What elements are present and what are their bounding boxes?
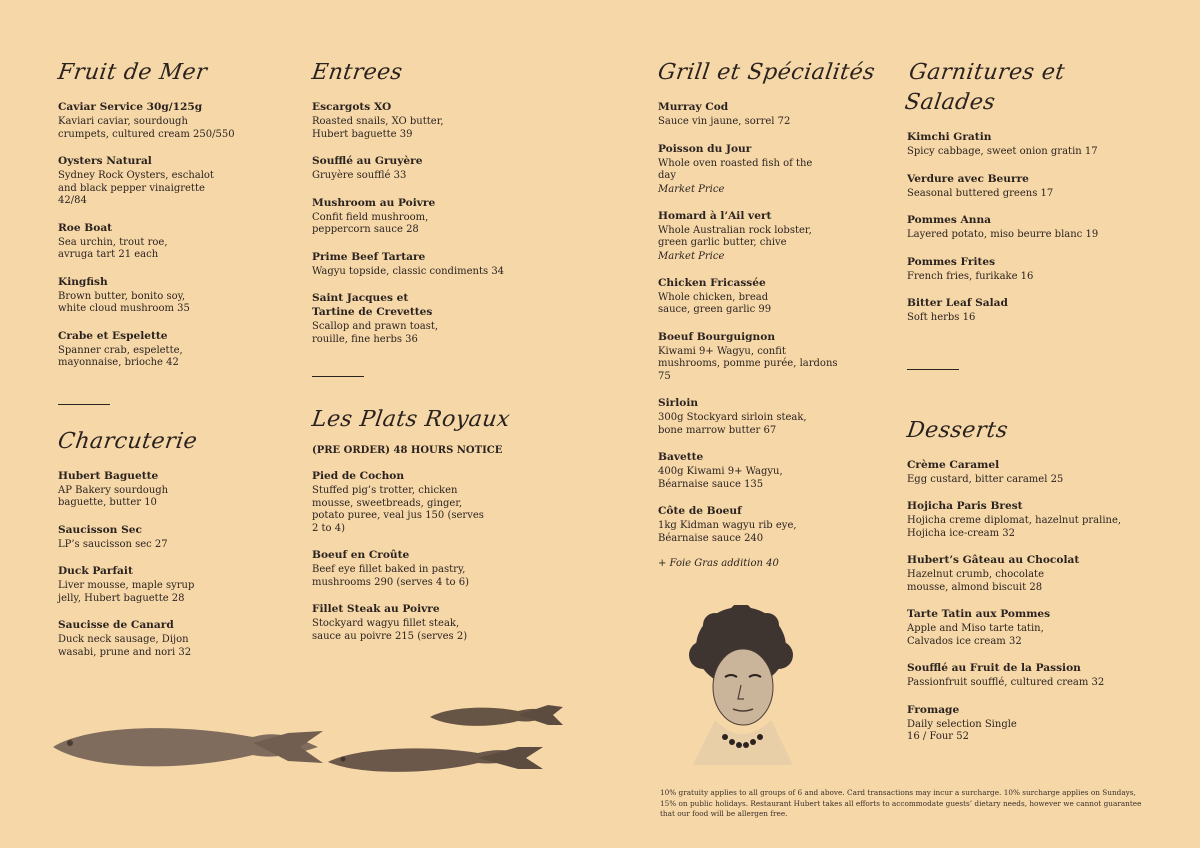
column-1 bbox=[58, 58, 298, 672]
item-name: Sirloin bbox=[658, 397, 699, 409]
menu-item bbox=[907, 661, 1147, 690]
item-desc: AP Bakery sourdough baguette, butter 10 bbox=[58, 484, 169, 508]
menu-item bbox=[312, 196, 552, 237]
item-name: Tarte Tatin aux Pommes bbox=[907, 608, 1051, 620]
item-desc: 400g Kiwami 9+ Wagyu, Béarnaise sauce 135 bbox=[658, 466, 783, 490]
menu-item bbox=[658, 504, 898, 545]
footer-terms: 10% gratuity applies to all groups of 6 and above. Card transactions may incur a surcharge. 10% surcharge applies on Sundays, 15% on public holidays. Restaurant Hubert takes all efforts to accommodate guests’ dietary needs, however we cannot guarantee that our food will be allergen free. bbox=[660, 788, 1142, 818]
menu-item bbox=[312, 469, 552, 535]
menu-item bbox=[658, 100, 898, 129]
item-desc: Sauce vin jaune, sorrel 72 bbox=[658, 116, 791, 127]
menu-item bbox=[58, 329, 298, 370]
plats-royaux-list bbox=[312, 469, 552, 643]
menu-item bbox=[907, 499, 1147, 540]
item-desc: Hazelnut crumb, chocolate mousse, almond biscuit 28 bbox=[907, 569, 1044, 593]
item-desc: Apple and Miso tarte tatin, Calvados ice cream 32 bbox=[907, 623, 1044, 647]
menu-item bbox=[312, 100, 552, 141]
item-name: Oysters Natural bbox=[58, 155, 152, 167]
item-name: Kimchi Gratin bbox=[907, 131, 992, 143]
charcuterie-list bbox=[58, 469, 298, 660]
item-name: Fromage bbox=[907, 703, 960, 716]
fish-illustration-3 bbox=[430, 705, 563, 726]
divider bbox=[58, 404, 110, 405]
divider bbox=[907, 369, 959, 370]
section-heading-plats-royaux: Les Plats Royaux bbox=[310, 407, 512, 432]
sardine-illustrations bbox=[48, 695, 568, 795]
column-4 bbox=[903, 58, 1147, 757]
item-desc: Sea urchin, trout roe, avruga tart 21 each bbox=[58, 236, 168, 260]
item-name: Roe Boat bbox=[58, 221, 113, 234]
item-name: Boeuf en Croûte bbox=[312, 549, 410, 561]
menu-item bbox=[658, 142, 898, 196]
item-desc: Whole oven roasted fish of the day bbox=[658, 157, 813, 181]
foie-gras-addon: + Foie Gras addition 40 bbox=[658, 558, 779, 569]
menu-item bbox=[658, 450, 898, 491]
item-desc: Whole Australian rock lobster, green garlic butter, chive bbox=[658, 224, 812, 248]
section-heading-charcuterie: Charcuterie bbox=[56, 428, 199, 454]
item-name: Côte de Boeuf bbox=[658, 505, 742, 517]
section-heading-desserts: Desserts bbox=[905, 417, 1010, 443]
item-name: Verdure avec Beurre bbox=[907, 172, 1029, 185]
item-name: Crabe et Espelette bbox=[58, 329, 168, 342]
item-desc: Spicy cabbage, sweet onion gratin 17 bbox=[907, 146, 1098, 157]
item-name: Saint Jacques et Tartine de Crevettes bbox=[312, 292, 433, 318]
section-heading-fruit-de-mer: Fruit de Mer bbox=[56, 60, 209, 85]
item-desc: Seasonal buttered greens 17 bbox=[907, 187, 1054, 199]
desserts-list bbox=[907, 458, 1147, 744]
item-name: Soufflé au Fruit de la Passion bbox=[907, 662, 1081, 674]
menu-item bbox=[907, 607, 1147, 648]
fish-illustration-2 bbox=[328, 747, 543, 772]
item-name: Kingfish bbox=[58, 275, 108, 288]
item-desc: Kaviari caviar, sourdough crumpets, cultured cream 250/550 bbox=[58, 116, 235, 140]
menu-item bbox=[658, 396, 898, 437]
item-desc: Roasted snails, XO butter, Hubert baguette 39 bbox=[312, 116, 444, 140]
fruit-de-mer-list bbox=[58, 100, 298, 370]
item-desc: Confit field mushroom, peppercorn sauce 28 bbox=[312, 211, 429, 235]
item-desc: Beef eye fillet baked in pastry, mushrooms 290 (serves 4 to 6) bbox=[312, 564, 470, 588]
menu-item bbox=[58, 564, 298, 605]
item-desc: Daily selection Single 16 / Four 52 bbox=[907, 718, 1017, 742]
item-desc: LP’s saucisson sec 27 bbox=[58, 538, 168, 550]
menu-item bbox=[907, 255, 1147, 284]
menu-item bbox=[907, 553, 1147, 594]
garnitures-list bbox=[907, 130, 1147, 325]
item-desc: Liver mousse, maple syrup jelly, Hubert baguette 28 bbox=[58, 580, 195, 604]
menu-item bbox=[58, 275, 298, 316]
item-name: Hubert Baguette bbox=[58, 469, 159, 482]
menu-item bbox=[58, 221, 298, 262]
item-note: Market Price bbox=[658, 183, 725, 195]
menu-item bbox=[658, 209, 898, 263]
menu-item bbox=[312, 602, 552, 643]
preorder-notice: (PRE ORDER) 48 HOURS NOTICE bbox=[312, 445, 503, 456]
item-name: Boeuf Bourguignon bbox=[658, 330, 776, 343]
item-name: Bavette bbox=[658, 451, 704, 463]
item-desc: Stockyard wagyu fillet steak, sauce au poivre 215 (serves 2) bbox=[312, 618, 468, 642]
menu-item bbox=[907, 130, 1147, 159]
section-heading-garnitures: Garnitures et Salades bbox=[903, 60, 1067, 115]
item-name: Pied de Cochon bbox=[312, 470, 405, 482]
item-name: Chicken Fricassée bbox=[658, 276, 766, 289]
menu-item bbox=[58, 523, 298, 552]
item-name: Murray Cod bbox=[658, 101, 729, 113]
item-name: Saucisson Sec bbox=[58, 523, 142, 536]
menu-item bbox=[58, 469, 298, 510]
item-name: Bitter Leaf Salad bbox=[907, 297, 1008, 309]
item-name: Fillet Steak au Poivre bbox=[312, 603, 440, 615]
menu-item bbox=[907, 172, 1147, 201]
item-desc: French fries, furikake 16 bbox=[907, 270, 1034, 282]
menu-item bbox=[907, 296, 1147, 325]
item-name: Duck Parfait bbox=[58, 565, 133, 577]
column-3 bbox=[658, 58, 898, 569]
section-heading-grill: Grill et Spécialités bbox=[656, 60, 877, 85]
item-name: Caviar Service 30g/125g bbox=[58, 101, 203, 113]
item-desc: Spanner crab, espelette, mayonnaise, brioche 42 bbox=[58, 344, 183, 368]
item-desc: Passionfruit soufflé, cultured cream 32 bbox=[907, 677, 1105, 688]
item-desc: Egg custard, bitter caramel 25 bbox=[907, 473, 1064, 485]
item-name: Escargots XO bbox=[312, 101, 392, 113]
menu-item bbox=[58, 618, 298, 659]
item-desc: Sydney Rock Oysters, eschalot and black pepper vinaigrette 42/84 bbox=[58, 170, 214, 206]
item-desc: Hojicha creme diplomat, hazelnut praline, Hojicha ice-cream 32 bbox=[907, 515, 1122, 539]
grill-list bbox=[658, 100, 898, 545]
menu-item bbox=[907, 213, 1147, 242]
portrait-illustration bbox=[683, 605, 803, 765]
menu-item bbox=[312, 291, 552, 346]
item-desc: 1kg Kidman wagyu rib eye, Béarnaise sauce 240 bbox=[658, 520, 797, 544]
item-name: Crème Caramel bbox=[907, 458, 1000, 471]
item-name: Homard à l’Ail vert bbox=[658, 209, 772, 222]
item-name: Pommes Frites bbox=[907, 255, 996, 268]
column-2 bbox=[312, 58, 552, 656]
menu-item bbox=[58, 100, 298, 141]
entrees-list bbox=[312, 100, 552, 346]
menu-item bbox=[907, 458, 1147, 487]
item-desc: Duck neck sausage, Dijon wasabi, prune and nori 32 bbox=[58, 634, 192, 658]
menu-item bbox=[312, 250, 552, 279]
menu-item bbox=[907, 703, 1147, 744]
menu-item bbox=[312, 154, 552, 183]
item-desc: Gruyère soufflé 33 bbox=[312, 170, 407, 181]
item-desc: Stuffed pig’s trotter, chicken mousse, sweetbreads, ginger, potato puree, veal jus 150 (serves 2 to 4) bbox=[312, 485, 484, 534]
item-name: Saucisse de Canard bbox=[58, 619, 174, 631]
item-name: Poisson du Jour bbox=[658, 142, 752, 155]
menu-item bbox=[58, 154, 298, 208]
portrait-face bbox=[713, 649, 773, 725]
item-name: Pommes Anna bbox=[907, 214, 992, 226]
item-desc: 300g Stockyard sirloin steak, bone marrow butter 67 bbox=[658, 412, 807, 436]
item-name: Prime Beef Tartare bbox=[312, 250, 426, 263]
item-desc: Scallop and prawn toast, rouille, fine herbs 36 bbox=[312, 321, 439, 345]
fish-illustration-1 bbox=[53, 728, 323, 766]
menu-item bbox=[658, 276, 898, 317]
section-heading-entrees: Entrees bbox=[310, 60, 405, 85]
item-desc: Kiwami 9+ Wagyu, confit mushrooms, pomme purée, lardons 75 bbox=[658, 345, 838, 382]
divider bbox=[312, 376, 364, 377]
item-note: Market Price bbox=[658, 250, 725, 262]
item-name: Hojicha Paris Brest bbox=[907, 500, 1023, 512]
item-desc: Whole chicken, bread sauce, green garlic 99 bbox=[658, 291, 772, 315]
item-desc: Soft herbs 16 bbox=[907, 312, 976, 323]
item-desc: Brown butter, bonito soy, white cloud mushroom 35 bbox=[58, 290, 190, 314]
menu-item bbox=[312, 548, 552, 589]
item-desc: Layered potato, miso beurre blanc 19 bbox=[907, 229, 1099, 240]
item-name: Mushroom au Poivre bbox=[312, 196, 436, 209]
menu-item bbox=[658, 330, 898, 384]
item-name: Hubert’s Gâteau au Chocolat bbox=[907, 554, 1080, 566]
item-name: Soufflé au Gruyère bbox=[312, 155, 423, 167]
item-desc: Wagyu topside, classic condiments 34 bbox=[312, 265, 505, 277]
